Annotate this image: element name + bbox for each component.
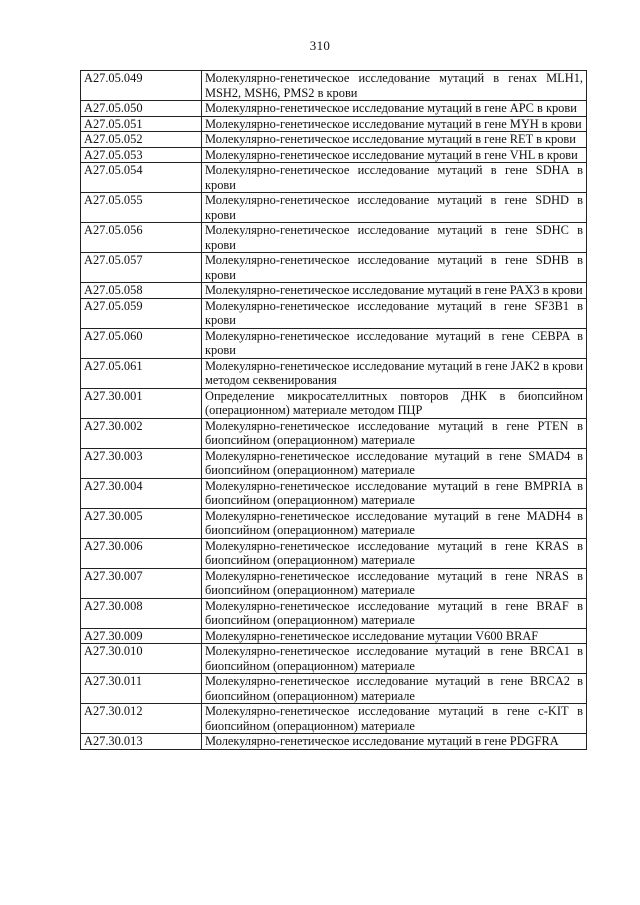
table-row [81, 163, 587, 193]
service-description: Молекулярно-генетическое исследование мутаций в гене SDHB в крови [202, 253, 587, 283]
service-code: A27.05.053 [81, 147, 202, 163]
service-description: Молекулярно-генетическое исследование мутаций в гене BRCA2 в биопсийном (операционном) материале [202, 674, 587, 704]
service-code: A27.05.049 [81, 71, 202, 101]
table-row [81, 253, 587, 283]
service-description: Молекулярно-генетическое исследование мутаций в гене JAK2 в крови методом секвенирования [202, 358, 587, 388]
table-row [81, 598, 587, 628]
service-code: A27.05.050 [81, 101, 202, 117]
service-description: Молекулярно-генетическое исследование мутаций в гене SDHD в крови [202, 193, 587, 223]
service-code: A27.05.060 [81, 328, 202, 358]
service-code: A27.05.061 [81, 358, 202, 388]
service-description: Молекулярно-генетическое исследование мутаций в гене SDHC в крови [202, 223, 587, 253]
service-description: Молекулярно-генетическое исследование мутаций в гене NRAS в биопсийном (операционном) материале [202, 568, 587, 598]
service-code: A27.05.057 [81, 253, 202, 283]
service-code: A27.05.056 [81, 223, 202, 253]
service-code: A27.30.008 [81, 598, 202, 628]
service-code: A27.05.058 [81, 283, 202, 299]
service-description: Молекулярно-генетическое исследование мутаций в гене KRAS в биопсийном (операционном) материале [202, 538, 587, 568]
service-code: A27.30.009 [81, 628, 202, 644]
service-description: Молекулярно-генетическое исследование мутаций в гене MADH4 в биопсийном (операционном) материале [202, 508, 587, 538]
table-row [81, 223, 587, 253]
service-description: Молекулярно-генетическое исследование мутаций в гене RET в крови [202, 132, 587, 148]
table-row [81, 193, 587, 223]
table-row [81, 71, 587, 101]
table-row [81, 147, 587, 163]
service-code: A27.30.013 [81, 734, 202, 750]
table-body [81, 71, 587, 750]
service-code: A27.30.004 [81, 478, 202, 508]
table-row [81, 734, 587, 750]
table-row [81, 116, 587, 132]
service-description: Молекулярно-генетическое исследование мутаций в гене c-KIT в биопсийном (операционном) материале [202, 704, 587, 734]
service-description: Молекулярно-генетическое исследование мутаций в гене SDHA в крови [202, 163, 587, 193]
service-code: A27.05.052 [81, 132, 202, 148]
service-code: A27.30.010 [81, 644, 202, 674]
table-row [81, 358, 587, 388]
service-code: A27.30.003 [81, 448, 202, 478]
service-description: Молекулярно-генетическое исследование мутаций в генах MLH1, MSH2, MSH6, PMS2 в крови [202, 71, 587, 101]
service-code: A27.05.059 [81, 298, 202, 328]
table-row [81, 298, 587, 328]
service-description: Молекулярно-генетическое исследование мутации V600 BRAF [202, 628, 587, 644]
table-row [81, 418, 587, 448]
table-row [81, 508, 587, 538]
table-row [81, 388, 587, 418]
table-row [81, 644, 587, 674]
service-description: Молекулярно-генетическое исследование мутаций в гене VHL в крови [202, 147, 587, 163]
service-code: A27.30.011 [81, 674, 202, 704]
service-description: Молекулярно-генетическое исследование мутаций в гене PDGFRA [202, 734, 587, 750]
service-code-table [80, 70, 587, 750]
service-description: Молекулярно-генетическое исследование мутаций в гене BMPRIA в биопсийном (операционном) материале [202, 478, 587, 508]
service-description: Молекулярно-генетическое исследование мутаций в гене MYH в крови [202, 116, 587, 132]
service-code: A27.30.001 [81, 388, 202, 418]
service-code: A27.30.012 [81, 704, 202, 734]
table-row [81, 101, 587, 117]
service-description: Молекулярно-генетическое исследование мутаций в гене PTEN в биопсийном (операционном) материале [202, 418, 587, 448]
table-row [81, 283, 587, 299]
service-code: A27.30.007 [81, 568, 202, 598]
table-row [81, 704, 587, 734]
service-code: A27.30.002 [81, 418, 202, 448]
table-row [81, 674, 587, 704]
table-row [81, 538, 587, 568]
table-row [81, 328, 587, 358]
service-code: A27.05.055 [81, 193, 202, 223]
table-row [81, 628, 587, 644]
page-number: 310 [309, 38, 331, 53]
service-description: Молекулярно-генетическое исследование мутаций в гене APC в крови [202, 101, 587, 117]
service-code: A27.05.051 [81, 116, 202, 132]
service-description: Определение микросателлитных повторов ДНК в биопсийном (операционном) материале методом ПЦР [202, 388, 587, 418]
table-row [81, 448, 587, 478]
table-row [81, 568, 587, 598]
table-row [81, 132, 587, 148]
service-code: A27.05.054 [81, 163, 202, 193]
service-description: Молекулярно-генетическое исследование мутаций в гене CEBPA в крови [202, 328, 587, 358]
service-description: Молекулярно-генетическое исследование мутаций в гене BRCA1 в биопсийном (операционном) материале [202, 644, 587, 674]
service-description: Молекулярно-генетическое исследование мутаций в гене SF3B1 в крови [202, 298, 587, 328]
service-description: Молекулярно-генетическое исследование мутаций в гене BRAF в биопсийном (операционном) материале [202, 598, 587, 628]
table-row [81, 478, 587, 508]
service-description: Молекулярно-генетическое исследование мутаций в гене SMAD4 в биопсийном (операционном) материале [202, 448, 587, 478]
service-code: A27.30.005 [81, 508, 202, 538]
service-code: A27.30.006 [81, 538, 202, 568]
service-description: Молекулярно-генетическое исследование мутаций в гене PAX3 в крови [202, 283, 587, 299]
